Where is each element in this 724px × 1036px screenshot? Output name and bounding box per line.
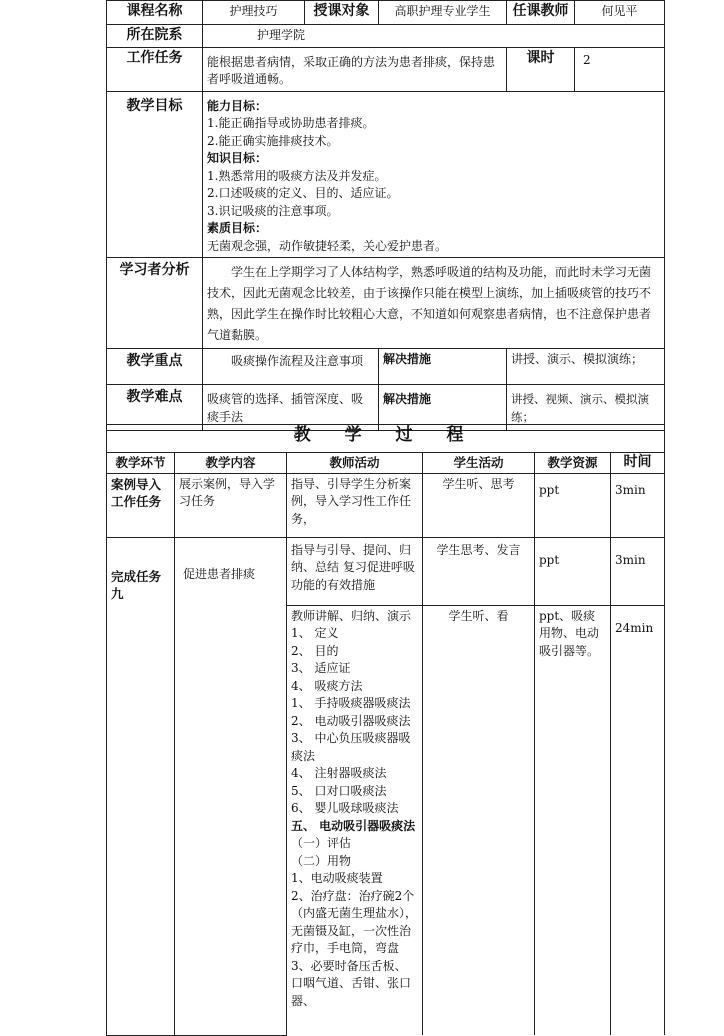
knowledge-title: 知识目标：	[207, 151, 268, 165]
row1-resource: ppt	[535, 473, 611, 537]
teacher-bold-heading: 五、 电动吸引器吸痰法	[291, 818, 416, 833]
process-section	[106, 424, 664, 1036]
teacher-line: 1、 定义	[291, 626, 339, 640]
header-stage: 教学环节	[107, 453, 175, 474]
row3-student: 学生听、看	[423, 605, 535, 1035]
process-title: 教 学 过 程	[107, 425, 665, 453]
row1-teacher: 指导、引导学生分析案例，导入学习性工作任务，	[287, 473, 423, 537]
teacher-line: 1、 手持吸痰器吸痰法	[291, 696, 411, 710]
college-value: 护理学院	[203, 25, 665, 48]
diff-label: 教学难点	[107, 385, 203, 431]
hours-label: 课时	[507, 47, 575, 91]
knowledge-item-2: 2.口述吸痰的定义、目的、适应证。	[207, 186, 399, 200]
teacher-line: 3、必要时备压舌板、口咽气道、舌钳、张口器、	[291, 958, 412, 1008]
audience-value: 高职护理专业学生	[379, 1, 507, 25]
teacher-label: 任课教师	[507, 1, 575, 25]
learner-text: 学生在上学期学习了人体结构学，熟悉呼吸道的结构及功能，而此时未学习无菌技术，因此无菌观念比较差，由于该操作只能在模型上演练，加上插吸痰管的技巧不熟，因此学生在操作时比较粗心大意，不知道如何观察患者病情，也不注意保护患者气道黏膜。	[203, 258, 665, 349]
teacher-line: 2、 目的	[291, 643, 339, 658]
college-label: 所在院系	[107, 25, 203, 48]
header-student: 学生活动	[423, 453, 535, 474]
row2-teacher: 指导与引导、提问、归纳、总结 复习促进呼吸功能的有效措施	[287, 537, 423, 605]
row2-content: 促进患者排痰	[175, 537, 287, 1035]
lesson-plan-document	[106, 0, 664, 431]
teacher-line: 4、 注射器吸痰法	[291, 766, 387, 780]
teacher-line: 2、治疗盘：治疗碗2个（内盛无菌生理盐水），无菌镊及缸，一次性治疗巾，手电筒，弯盘	[291, 888, 418, 955]
hours-value: 2	[575, 47, 665, 91]
ability-item-2: 2.能正确实施排痰技术。	[207, 133, 339, 148]
row2-stage: 完成任务九	[107, 537, 175, 1035]
row3-teacher	[287, 605, 423, 1035]
course-value: 护理技巧	[203, 1, 305, 25]
key-measure-label: 解决措施	[379, 349, 507, 385]
ability-title: 能力目标：	[207, 98, 268, 113]
teacher-line: 6、 婴儿吸球吸痰法	[291, 801, 399, 815]
quality-text: 无菌观念强，动作敏捷轻柔，关心爱护患者。	[207, 238, 448, 253]
teacher-line: 2、 电动吸引器吸痰法	[291, 713, 411, 728]
task-value: 能根据患者病情，采取正确的方法为患者排痰，保持患者呼吸道通畅。	[203, 47, 507, 91]
row2-resource: ppt	[535, 537, 611, 605]
row1-time: 3min	[611, 473, 665, 537]
task-label: 工作任务	[107, 47, 203, 91]
audience-label: 授课对象	[305, 1, 379, 25]
diff-measure-label: 解决措施	[379, 385, 507, 431]
teacher-line: 3、 适应证	[291, 661, 351, 675]
teacher-line: （二）用物	[291, 853, 352, 868]
row3-resource: ppt、吸痰用物、电动吸引器等。	[535, 605, 611, 1035]
goals-content	[203, 91, 665, 258]
key-measure-value: 讲授、演示、模拟演练；	[507, 349, 665, 385]
quality-title: 素质目标：	[207, 221, 268, 235]
teacher-value: 何见平	[575, 1, 665, 25]
learner-label: 学习者分析	[107, 258, 203, 349]
teacher-line: 1、电动吸痰装置	[291, 871, 383, 885]
teacher-line: 5、 口对口吸痰法	[291, 783, 387, 798]
ability-item-1: 1.能正确指导或协助患者排痰。	[207, 116, 375, 130]
info-table	[106, 0, 665, 431]
diff-value: 吸痰管的选择、插管深度、吸痰手法	[203, 385, 379, 431]
teacher-line: 教师讲解、归纳、演示	[291, 608, 412, 623]
teacher-line: 4、 吸痰方法	[291, 678, 363, 693]
goals-label: 教学目标	[107, 91, 203, 258]
header-content: 教学内容	[175, 453, 287, 474]
header-resource: 教学资源	[535, 453, 611, 474]
row1-stage: 案例导入工作任务	[107, 473, 175, 537]
teacher-line: （一）评估	[291, 836, 352, 850]
key-value: 吸痰操作流程及注意事项	[203, 349, 379, 385]
row3-time: 24min	[611, 605, 665, 1035]
teacher-line: 3、 中心负压吸痰器吸痰法	[291, 731, 411, 763]
row2-time: 3min	[611, 537, 665, 605]
knowledge-item-3: 3.识记吸痰的注意事项。	[207, 203, 339, 218]
row2-student: 学生思考、发言	[423, 537, 535, 605]
diff-measure-value: 讲授、视频、演示、模拟演练；	[507, 385, 665, 431]
process-table	[106, 424, 665, 1036]
header-teacher: 教师活动	[287, 453, 423, 474]
row1-content: 展示案例，导入学习任务	[175, 473, 287, 537]
knowledge-item-1: 1.熟悉常用的吸痰方法及并发症。	[207, 168, 387, 183]
course-label: 课程名称	[107, 1, 203, 25]
header-time: 时间	[611, 453, 665, 474]
row1-student: 学生听、思考	[423, 473, 535, 537]
key-label: 教学重点	[107, 349, 203, 385]
